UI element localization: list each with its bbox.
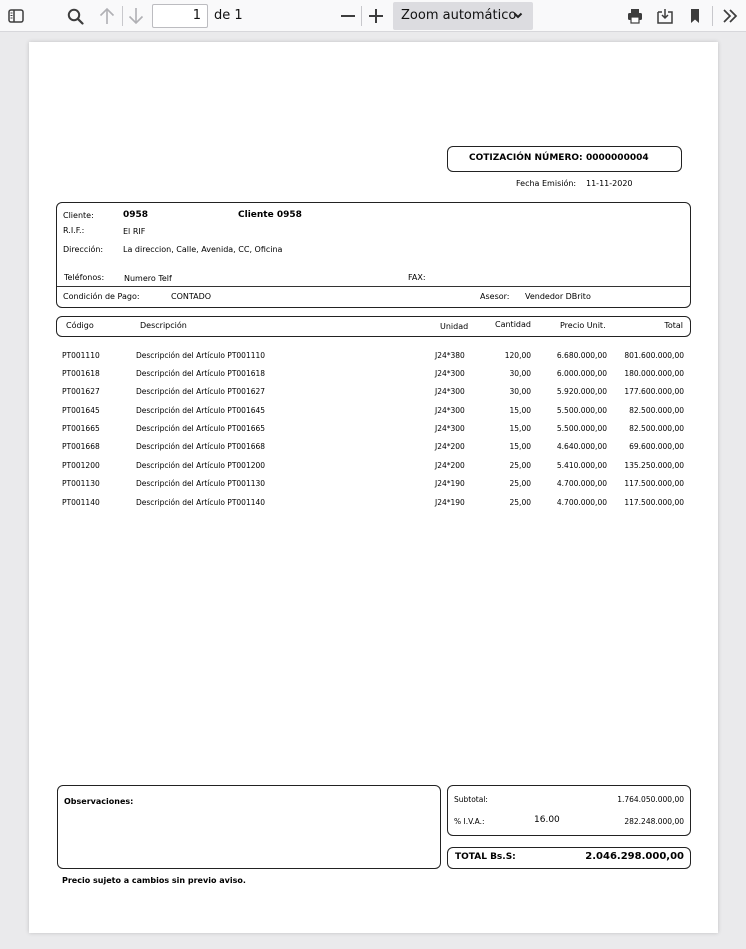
find-button[interactable] bbox=[65, 6, 85, 26]
row-unit: J24*300 bbox=[435, 369, 465, 378]
row-code: PT001668 bbox=[62, 442, 100, 451]
row-unit: J24*300 bbox=[435, 406, 465, 415]
next-page-button[interactable] bbox=[126, 6, 146, 26]
table-row bbox=[29, 479, 718, 491]
row-description: Descripción del Artículo PT001665 bbox=[136, 424, 266, 433]
client-label: Cliente: bbox=[63, 211, 94, 220]
row-quantity: 30,00 bbox=[509, 387, 531, 396]
row-description: Descripción del Artículo PT001200 bbox=[136, 461, 266, 470]
grand-total-label: TOTAL Bs.S: bbox=[455, 852, 516, 862]
zoom-select[interactable] bbox=[393, 2, 533, 30]
header-quantity: Cantidad bbox=[495, 320, 531, 329]
zoom-level-value: Zoom automático bbox=[401, 8, 517, 23]
quote-number-value: 0000000004 bbox=[586, 153, 649, 163]
toolbar-separator bbox=[361, 6, 362, 26]
row-unit-price: 5.500.000,00 bbox=[556, 406, 607, 415]
arrow-down-icon bbox=[128, 7, 144, 25]
row-quantity: 15,00 bbox=[509, 424, 531, 433]
header-unit: Unidad bbox=[440, 322, 469, 331]
divider bbox=[57, 286, 690, 287]
header-code: Código bbox=[66, 321, 94, 330]
quote-number-label: COTIZACIÓN NÚMERO: bbox=[469, 153, 583, 163]
advisor-value: Vendedor DBrito bbox=[525, 292, 591, 301]
page-number-input[interactable]: 1 bbox=[152, 4, 208, 28]
toolbar-separator bbox=[122, 6, 123, 26]
row-total: 117.500.000,00 bbox=[624, 479, 684, 488]
row-unit-price: 5.920.000,00 bbox=[556, 387, 607, 396]
pdf-page bbox=[29, 42, 718, 933]
double-chevron-right-icon bbox=[722, 9, 738, 23]
row-quantity: 30,00 bbox=[509, 369, 531, 378]
page-count-label: de 1 bbox=[214, 8, 243, 23]
row-description: Descripción del Artículo PT001618 bbox=[136, 369, 266, 378]
advisor-label: Asesor: bbox=[480, 292, 510, 301]
table-row bbox=[29, 351, 718, 363]
arrow-up-icon bbox=[99, 7, 115, 25]
row-description: Descripción del Artículo PT001130 bbox=[136, 479, 266, 488]
row-quantity: 25,00 bbox=[509, 461, 531, 470]
row-quantity: 25,00 bbox=[509, 498, 531, 507]
row-code: PT001645 bbox=[62, 406, 100, 415]
sidebar-icon bbox=[8, 9, 24, 23]
row-total: 135.250.000,00 bbox=[624, 461, 684, 470]
table-row bbox=[29, 387, 718, 399]
row-description: Descripción del Artículo PT001110 bbox=[136, 351, 266, 360]
minus-icon bbox=[341, 9, 355, 23]
download-button[interactable] bbox=[655, 6, 675, 26]
row-unit: J24*200 bbox=[435, 461, 465, 470]
payment-condition-value: CONTADO bbox=[171, 292, 212, 301]
zoom-in-button[interactable] bbox=[366, 6, 386, 26]
table-row bbox=[29, 498, 718, 510]
print-button[interactable] bbox=[625, 6, 645, 26]
search-icon bbox=[67, 8, 84, 25]
iva-rate: 16.00 bbox=[534, 815, 560, 825]
row-unit: J24*300 bbox=[435, 424, 465, 433]
address-value: La direccion, Calle, Avenida, CC, Oficina bbox=[123, 245, 283, 254]
tools-menu-button[interactable] bbox=[720, 6, 740, 26]
disclaimer-text: Precio sujeto a cambios sin previo aviso. bbox=[62, 876, 246, 885]
print-icon bbox=[627, 8, 643, 24]
fax-label: FAX: bbox=[408, 273, 426, 282]
row-unit: J24*300 bbox=[435, 387, 465, 396]
issue-date-value: 11-11-2020 bbox=[586, 179, 633, 188]
plus-icon bbox=[369, 9, 383, 23]
row-code: PT001200 bbox=[62, 461, 100, 470]
table-row bbox=[29, 461, 718, 473]
row-total: 69.600.000,00 bbox=[629, 442, 684, 451]
subtotal-label: Subtotal: bbox=[454, 795, 488, 804]
row-code: PT001665 bbox=[62, 424, 100, 433]
row-quantity: 15,00 bbox=[509, 442, 531, 451]
row-description: Descripción del Artículo PT001645 bbox=[136, 406, 266, 415]
row-unit: J24*190 bbox=[435, 498, 465, 507]
row-unit-price: 5.500.000,00 bbox=[556, 424, 607, 433]
bookmark-icon bbox=[689, 8, 701, 24]
client-info-box bbox=[56, 202, 691, 308]
row-total: 82.500.000,00 bbox=[629, 424, 684, 433]
payment-condition-label: Condición de Pago: bbox=[63, 292, 140, 301]
row-unit-price: 5.410.000,00 bbox=[556, 461, 607, 470]
client-code: 0958 bbox=[123, 210, 149, 220]
subtotal-value: 1.764.050.000,00 bbox=[617, 795, 684, 804]
row-description: Descripción del Artículo PT001668 bbox=[136, 442, 266, 451]
download-icon bbox=[657, 8, 673, 24]
phones-value: Numero Telf bbox=[124, 274, 172, 283]
row-total: 801.600.000,00 bbox=[624, 351, 684, 360]
grand-total-value: 2.046.298.000,00 bbox=[585, 851, 684, 862]
previous-page-button[interactable] bbox=[97, 6, 117, 26]
row-unit-price: 6.000.000,00 bbox=[556, 369, 607, 378]
row-unit-price: 6.680.000,00 bbox=[556, 351, 607, 360]
row-unit-price: 4.700.000,00 bbox=[556, 498, 607, 507]
row-code: PT001618 bbox=[62, 369, 100, 378]
row-total: 82.500.000,00 bbox=[629, 406, 684, 415]
sidebar-toggle-button[interactable] bbox=[6, 6, 26, 26]
row-quantity: 120,00 bbox=[504, 351, 531, 360]
iva-amount: 282.248.000,00 bbox=[624, 817, 684, 826]
iva-label: % I.V.A.: bbox=[454, 817, 485, 826]
row-unit-price: 4.700.000,00 bbox=[556, 479, 607, 488]
phones-label: Teléfonos: bbox=[64, 273, 105, 282]
row-unit: J24*380 bbox=[435, 351, 465, 360]
pdf-toolbar bbox=[0, 0, 746, 32]
row-description: Descripción del Artículo PT001627 bbox=[136, 387, 266, 396]
chevron-down-icon bbox=[513, 2, 523, 41]
row-quantity: 25,00 bbox=[509, 479, 531, 488]
zoom-out-button[interactable] bbox=[338, 6, 358, 26]
row-code: PT001130 bbox=[62, 479, 100, 488]
row-total: 117.500.000,00 bbox=[624, 498, 684, 507]
issue-date-label: Fecha Emisión: bbox=[516, 179, 577, 188]
table-row bbox=[29, 442, 718, 454]
row-quantity: 15,00 bbox=[509, 406, 531, 415]
table-row bbox=[29, 369, 718, 381]
row-total: 180.000.000,00 bbox=[624, 369, 684, 378]
observations-label: Observaciones: bbox=[64, 797, 134, 806]
row-code: PT001110 bbox=[62, 351, 100, 360]
bookmark-button[interactable] bbox=[685, 6, 705, 26]
row-unit: J24*200 bbox=[435, 442, 465, 451]
address-label: Dirección: bbox=[63, 245, 104, 254]
row-unit-price: 4.640.000,00 bbox=[556, 442, 607, 451]
header-unit-price: Precio Unit. bbox=[560, 321, 606, 330]
header-total: Total bbox=[664, 321, 683, 330]
row-unit: J24*190 bbox=[435, 479, 465, 488]
row-code: PT001627 bbox=[62, 387, 100, 396]
row-code: PT001140 bbox=[62, 498, 100, 507]
toolbar-separator bbox=[712, 6, 713, 26]
row-total: 177.600.000,00 bbox=[624, 387, 684, 396]
table-row bbox=[29, 424, 718, 436]
subtotal-box bbox=[447, 785, 691, 836]
header-description: Descripción bbox=[140, 321, 187, 330]
rif-value: El RIF bbox=[123, 227, 146, 236]
rif-label: R.I.F.: bbox=[63, 226, 85, 235]
client-name: Cliente 0958 bbox=[238, 210, 302, 220]
row-description: Descripción del Artículo PT001140 bbox=[136, 498, 266, 507]
table-row bbox=[29, 406, 718, 418]
